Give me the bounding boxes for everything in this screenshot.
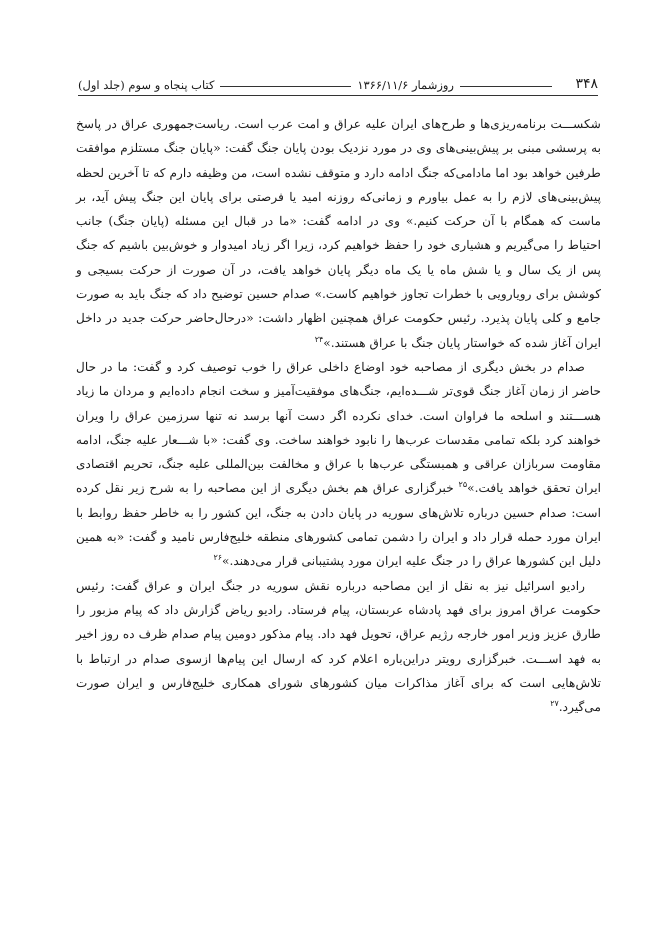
- footnote-marker: ۲۶: [213, 553, 223, 563]
- paragraph-text: رادیو اسرائیل نیز به نقل از این مصاحبه درباره نقش سوریه در جنگ ایران و عراق گفت: رئیس حکومت عراق امروز برای فهد پادشاه عربستان، پیام فرستاد. رادیو ریاض گزارش داد که پیام مزبور را طارق عزیز وزیر امور خارجه رژیم عراق، تحویل فهد داد. پیام مذکور دومین پیام صدام ظرف ده روز اخیر به فهد اســـت. خبرگزاری رویتر دراین‌باره اعلام کرد که ارسال این پیام‌ها ازسوی صدام در ارتباط با تلاش‌هایی است که برای آغاز مذاکرات میان کشورهای شورای همکاری خلیج‌فارس و ایران صورت می‌گیرد.: [76, 578, 601, 715]
- header-rule-long: [220, 86, 351, 87]
- paragraph-1: [76, 112, 601, 355]
- paragraph-text: صدام در بخش دیگری از مصاحبه خود اوضاع داخلی عراق را خوب توصیف کرد و گفت: ما در حال حاضر از زمان آغاز جنگ قوی‌تر شـــده‌ایم، جنگ‌های موفقیت‌آمیز و سخت انجام داده‌ایم و مردان ما زیاد هســـتند و اسلحه ما فراوان است. خدای نکرده اگر دست آنها برسد نه تنها سرزمین عراق را ویران خواهند کرد بلکه تمامی مقدسات عرب‌ها را نابود خواهند ساخت. وی گفت: «با شـــعار علیه جنگ، ادامه مقاومت سربازان عراقی و همبستگی عرب‌ها با عراق و مخالفت بین‌المللی علیه جنگ، تحریم اقتصادی ایران تحقق خواهد یافت.»: [76, 359, 601, 496]
- paragraph-3: [76, 574, 601, 720]
- running-header: [78, 70, 598, 92]
- paragraph-text-continued: خبرگزاری عراق هم بخش دیگری از این مصاحبه را به شرح زیر نقل کرده است: صدام حسین درباره تلاش‌های سوریه در پایان دادن به جنگ، این کشور را به خاطر حفظ روابط با ایران مورد حمله قرار داد و ایران را دشمن تمامی کشورهای منطقه خلیج‌فارس نامید و گفت: «به همین دلیل این کشورها عراق را در جنگ علیه ایران مورد پشتیبانی قرار می‌دهند.»: [76, 481, 601, 569]
- footnote-marker: ۲۷: [550, 699, 559, 709]
- paragraph-text: شکســـت برنامه‌ریزی‌ها و طرح‌های ایران علیه عراق و امت عرب است. ریاست‌جمهوری عراق در پاسخ به پرسشی مبنی بر پیش‌بینی‌های وی در مورد نزدیک بودن پایان جنگ گفت: «پایان جنگ مستلزم موافقت طرفین خواهد بود اما مادامی‌که جنگ ادامه دارد و متوقف نشده است، من وظیفه دارم که تا آخرین لحظه پیش‌بینی‌های لازم را به عمل بیاورم و زمانی‌که روزنه امید یا فرصتی برای پایان این جنگ پیش آید، بر ماست که همگام با آن حرکت کنیم.» وی در ادامه گفت: «ما در قبال این مسئله (پایان جنگ) جانب احتیاط را می‌گیریم و هشیاری خود را حفظ خواهیم کرد، زیرا اگر زیاد امیدوار و خوش‌بین باشیم که جنگ پس از یک سال و یا شش ماه یا یک ماه دیگر پایان خواهد یافت، در آن صورت از حرکت بسیجی و کوشش برای رویارویی با خطرات تجاوز خواهیم کاست.» صدام حسین توضیح داد که جنگ باید به صورت جامع و کلی پایان پذیرد. رئیس حکومت عراق همچنین اظهار داشت: «درحال‌حاضر حرکت جدید در داخل ایران آغاز شده که خواستار پایان جنگ با عراق هستند.»: [76, 117, 601, 350]
- footnote-marker: ۲۵: [458, 480, 468, 490]
- book-title: کتاب پنجاه و سوم (جلد اول): [78, 78, 215, 92]
- date-heading: روزشمار ۱۳۶۶/۱۱/۶: [357, 78, 454, 92]
- running-title: [78, 78, 558, 92]
- page-body: [76, 112, 601, 719]
- footnote-marker: ۲۴: [314, 334, 324, 344]
- header-divider: [78, 95, 598, 96]
- paragraph-2: [76, 355, 601, 574]
- header-rule-short: [460, 86, 552, 87]
- page-number: ۳۴۸: [575, 76, 598, 92]
